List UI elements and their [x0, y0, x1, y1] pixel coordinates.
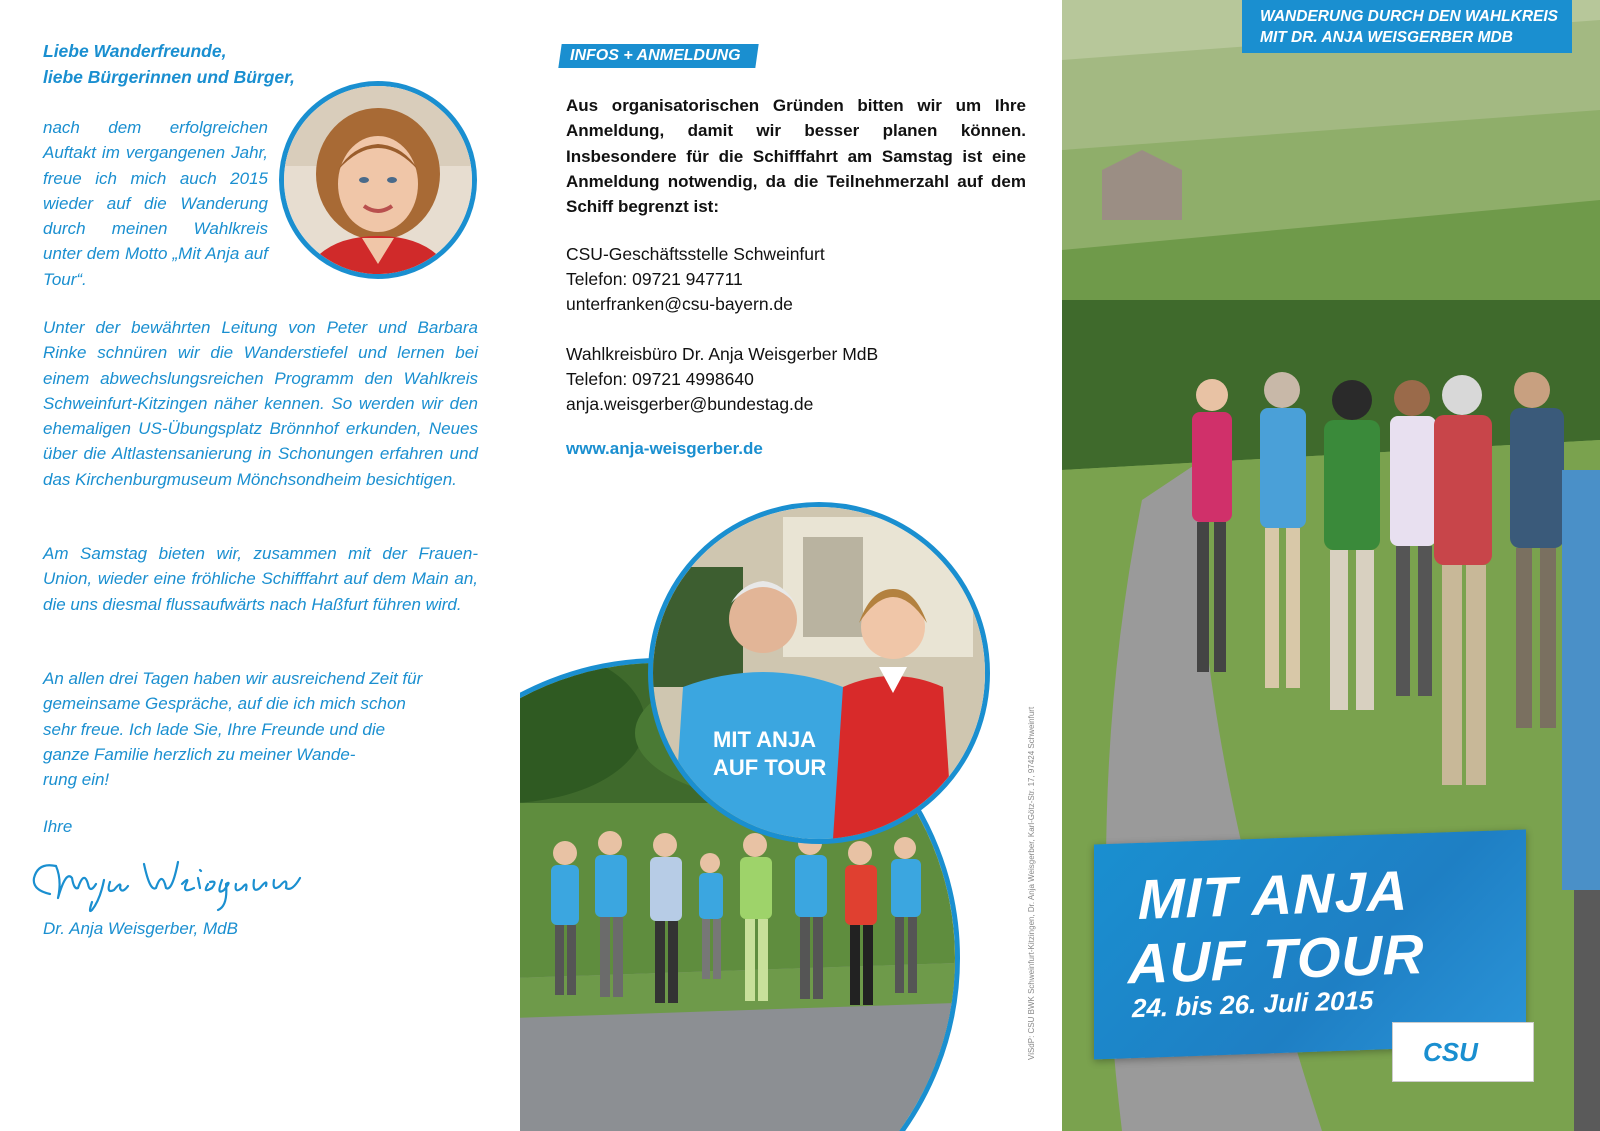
contact-email[interactable]: unterfranken@csu-bayern.de — [566, 294, 793, 314]
contact-name: CSU-Geschäftsstelle Schweinfurt — [566, 244, 825, 264]
imprint-line: ViSdP: CSU BWK Schweinfurt-Kitzingen, Dr. Anja Weisgerber, Karl-Götz-Str. 17, 97424 Schweinfurt — [1027, 706, 1036, 1060]
csu-logo — [1392, 1022, 1534, 1082]
title-line-2: AUF TOUR — [1128, 922, 1425, 996]
contact-name: Wahlkreisbüro Dr. Anja Weisgerber MdB — [566, 344, 879, 364]
contact-block-bureau — [566, 342, 878, 417]
paragraph-boat-trip: Am Samstag bieten wir, zusammen mit der Frauen-Union, wieder eine fröhliche Schifffahrt auf dem Main an, die uns diesmal flussaufwärts nach Haßfurt führen wird. — [43, 544, 478, 614]
greeting-line-1: Liebe Wanderfreunde, — [43, 41, 227, 61]
invitation-line: ganze Familie herzlich zu meiner Wande- — [43, 744, 356, 764]
invitation-line: rung ein! — [43, 770, 110, 790]
greeting — [43, 38, 473, 90]
cover-panel — [1062, 0, 1600, 1131]
event-dates: 24. bis 26. Juli 2015 — [1132, 984, 1374, 1024]
shirt-text-line-1: MIT ANJA — [713, 727, 817, 752]
contact-email[interactable]: anja.weisgerber@bundestag.de — [566, 394, 814, 414]
invitation-line: gemeinsame Gespräche, auf die ich mich schon — [43, 694, 406, 714]
website-link[interactable]: www.anja-weisgerber.de — [566, 439, 763, 458]
contact-block-office — [566, 242, 825, 317]
invitation-line: An allen drei Tagen haben wir ausreichend Zeit für — [43, 669, 423, 688]
contact-phone: Telefon: 09721 4998640 — [566, 369, 754, 389]
section-label — [558, 44, 758, 68]
header-line-1: WANDERUNG DURCH DEN WAHLKREIS — [1260, 8, 1558, 25]
section-label-text: INFOS + ANMELDUNG — [570, 47, 741, 64]
paragraph-program: Unter der bewährten Leitung von Peter und Barbara Rinke schnüren wir die Wanderstiefel und lernen bei einem abwechslungsreichen Programm den Wahlkreis Schweinfurt-Kitzingen näher kennen. So werden wir den ehemaligen US-Übungsplatz Brönnhof erkunden, Neues über die Altlastensanierung in Schonungen erfahren und das Kirchenburgmuseum Mönchsondheim besichtigen. — [43, 318, 478, 489]
registration-info: Aus organisatorischen Gründen bitten wir um Ihre Anmeldung, damit wir besser planen können. Insbesondere für die Schifffahrt am Samstag ist eine Anmeldung notwendig, da die Teilnehmerzahl auf dem Schiff begrenzt ist: — [566, 96, 1026, 217]
cover-header — [1242, 0, 1572, 53]
paragraph-invitation — [43, 666, 478, 792]
middle-panel — [520, 0, 1060, 1131]
signature-name: Dr. Anja Weisgerber, MdB — [43, 919, 238, 938]
paragraph-intro: nach dem erfolgreichen Auftakt im vergangenen Jahr, freue ich mich auch 2015 wieder auf die Wanderung durch meinen Wahlkreis unter dem Motto „Mit Anja auf Tour“. — [43, 118, 268, 289]
contact-phone: Telefon: 09721 947711 — [566, 269, 743, 289]
title-line-1: MIT ANJA — [1138, 858, 1409, 932]
greeting-line-2: liebe Bürgerinnen und Bürger, — [43, 67, 295, 87]
portrait-photo — [279, 81, 477, 279]
shirt-text-line-2: AUF TOUR — [713, 755, 827, 780]
csu-logo-text: CSU — [1423, 1037, 1478, 1067]
left-panel — [0, 0, 520, 1131]
closing: Ihre — [43, 817, 73, 836]
imprint-text — [1027, 700, 1041, 1060]
header-line-2: MIT DR. ANJA WEISGERBER MDB — [1260, 29, 1513, 46]
invitation-line: sehr freue. Ich lade Sie, Ihre Freunde und die — [43, 719, 386, 739]
couple-photo — [648, 502, 990, 844]
handwritten-signature — [22, 840, 322, 920]
